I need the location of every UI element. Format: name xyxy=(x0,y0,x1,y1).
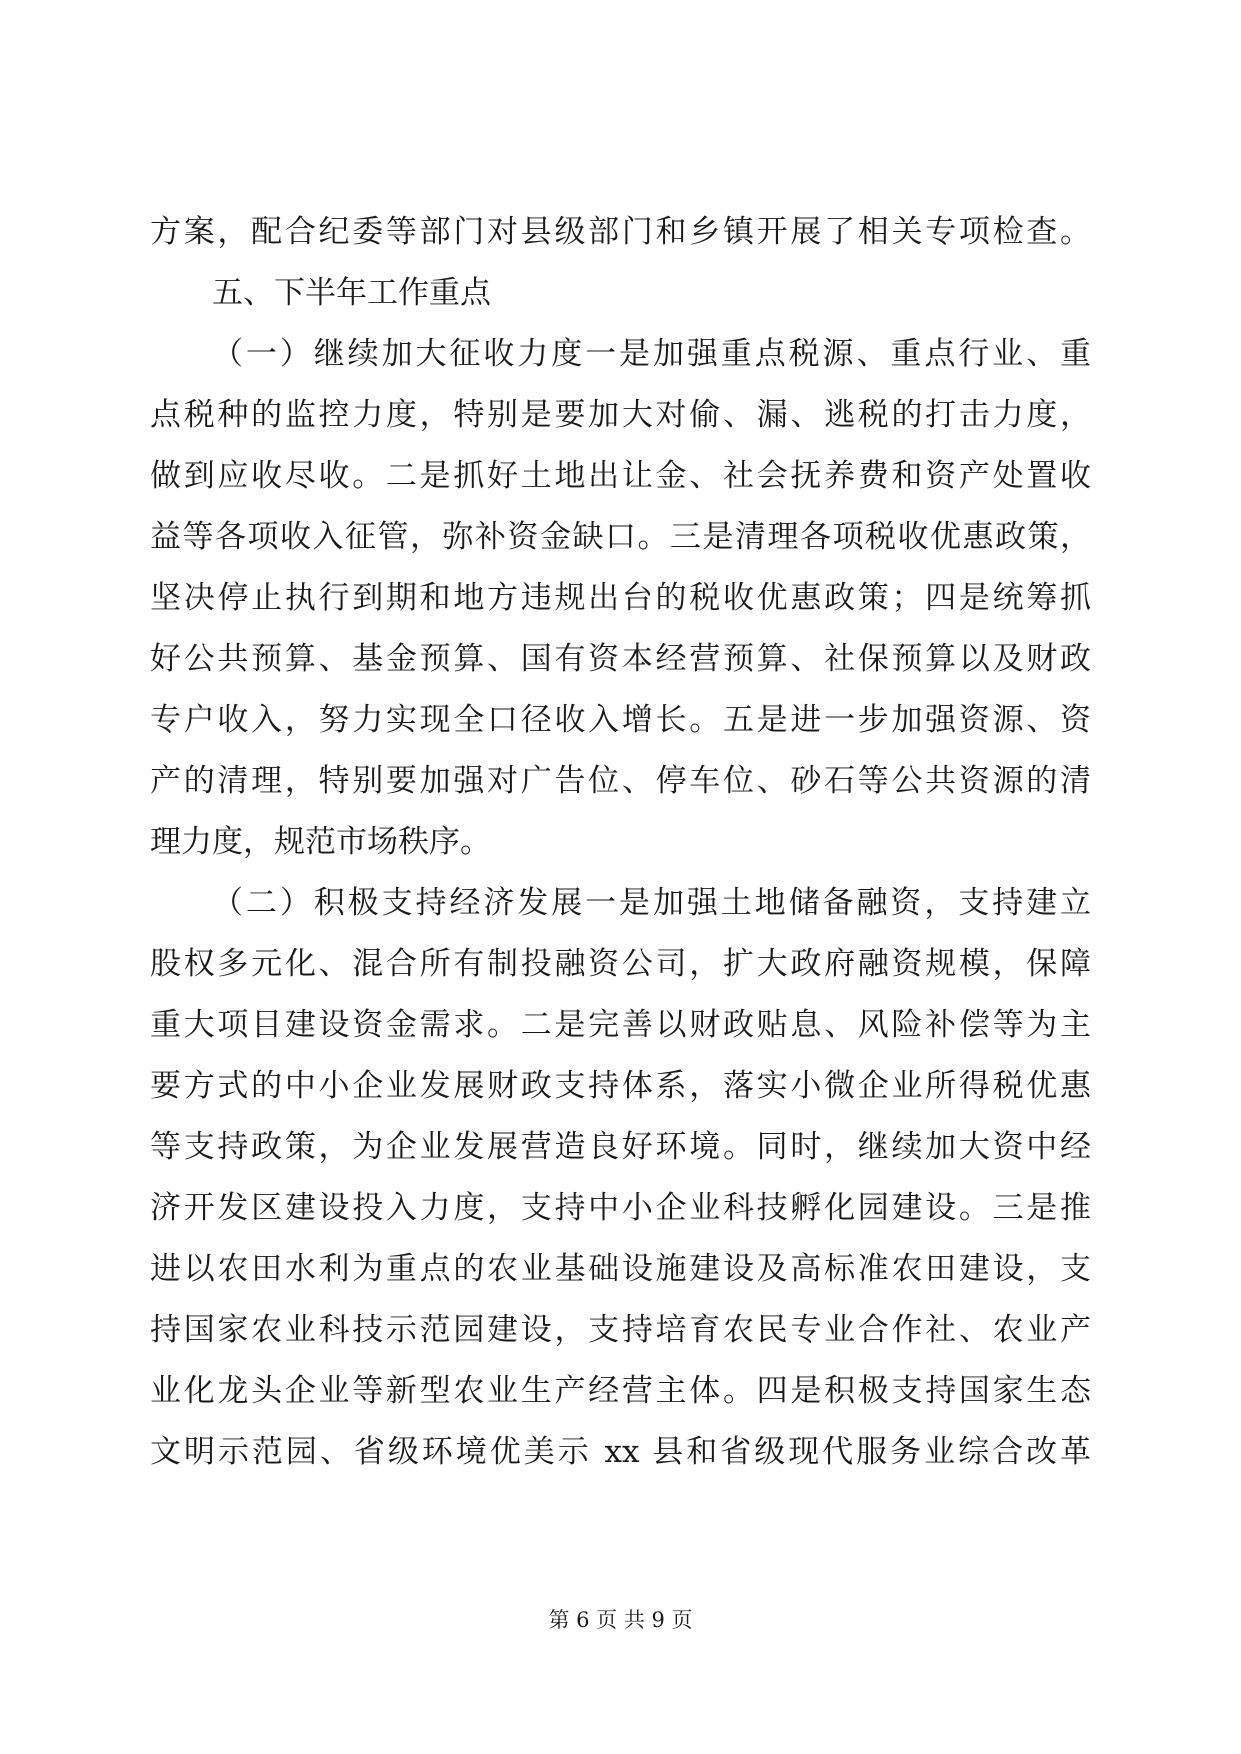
paragraph-line: 业化龙头企业等新型农业生产经营主体。四是积极支持国家生态 xyxy=(150,1373,1091,1409)
page-number-footer: 第 6 页 共 9 页 xyxy=(548,1608,693,1632)
paragraph-line: 理力度，规范市场秩序。 xyxy=(150,824,491,860)
paragraph-line: 持国家农业科技示范园建设，支持培育农民专业合作社、农业产 xyxy=(150,1312,1091,1348)
paragraph-line: 坚决停止执行到期和地方违规出台的税收优惠政策；四是统筹抓 xyxy=(150,580,1091,616)
paragraph-line: 做到应收尽收。二是抓好土地出让金、社会抚养费和资产处置收 xyxy=(150,458,1091,494)
paragraph-line: 文明示范园、省级环境优美示 xx 县和省级现代服务业综合改革 xyxy=(150,1434,1091,1470)
paragraph-line: 进以农田水利为重点的农业基础设施建设及高标准农田建设，支 xyxy=(150,1251,1091,1287)
paragraph-line: 股权多元化、混合所有制投融资公司，扩大政府融资规模，保障 xyxy=(150,946,1091,982)
section-heading: 五、下半年工作重点 xyxy=(212,275,491,311)
paragraph-line: 等支持政策，为企业发展营造良好环境。同时，继续加大资中经 xyxy=(150,1129,1091,1165)
paragraph-line: （二）积极支持经济发展一是加强土地储备融资，支持建立 xyxy=(212,885,1091,921)
paragraph-line: 济开发区建设投入力度，支持中小企业科技孵化园建设。三是推 xyxy=(150,1190,1091,1226)
paragraph-line: 产的清理，特别要加强对广告位、停车位、砂石等公共资源的清 xyxy=(150,763,1091,799)
paragraph-line: 点税种的监控力度，特别是要加大对偷、漏、逃税的打击力度， xyxy=(150,397,1091,433)
paragraph-line: 好公共预算、基金预算、国有资本经营预算、社保预算以及财政 xyxy=(150,641,1091,677)
paragraph-line: 方案，配合纪委等部门对县级部门和乡镇开展了相关专项检查。 xyxy=(150,214,1091,250)
paragraph-line: 专户收入，努力实现全口径收入增长。五是进一步加强资源、资 xyxy=(150,702,1091,738)
paragraph-line: 要方式的中小企业发展财政支持体系，落实小微企业所得税优惠 xyxy=(150,1068,1091,1104)
paragraph-line: （一）继续加大征收力度一是加强重点税源、重点行业、重 xyxy=(212,336,1091,372)
paragraph-line: 益等各项收入征管，弥补资金缺口。三是清理各项税收优惠政策， xyxy=(150,519,1091,555)
paragraph-line: 重大项目建设资金需求。二是完善以财政贴息、风险补偿等为主 xyxy=(150,1007,1091,1043)
